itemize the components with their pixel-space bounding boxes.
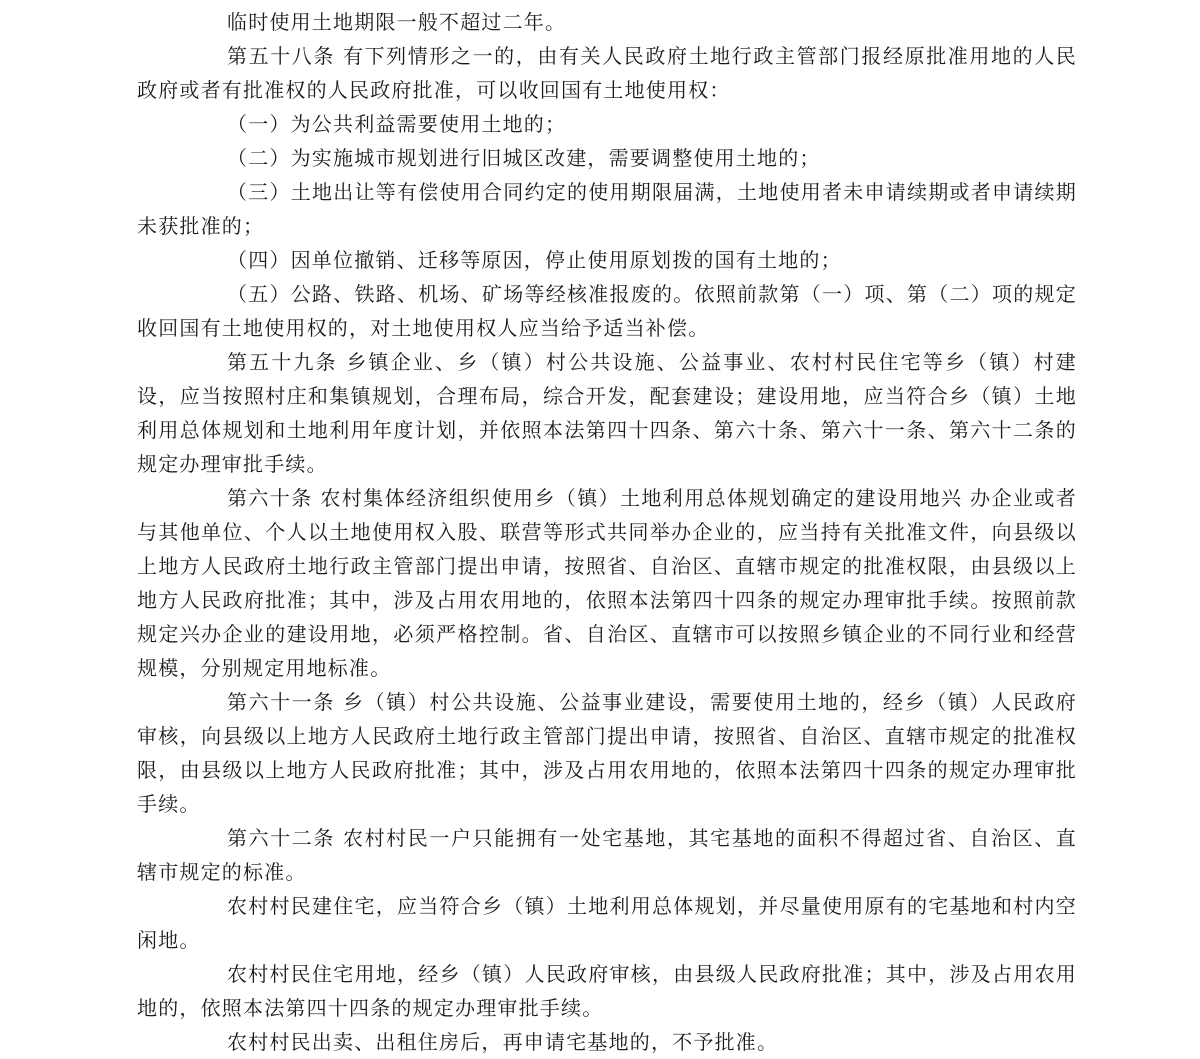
- article-62: 第六十二条 农村村民一户只能拥有一处宅基地，其宅基地的面积不得超过省、自治区、直辖市规定的标准。: [137, 826, 1077, 884]
- article-58-item-5: （五）公路、铁路、机场、矿场等经核准报废的。依照前款第（一）项、第（二）项的规定收回国有土地使用权的，对土地使用权人应当给予适当补偿。: [137, 282, 1077, 340]
- document-page: [137, 0, 1077, 1059]
- article-62-paragraph-4: 农村村民出卖、出租住房后，再申请宅基地的，不予批准。: [227, 1030, 779, 1054]
- article-59: 第五十九条 乡镇企业、乡（镇）村公共设施、公益事业、农村村民住宅等乡（镇）村建设，应当按照村庄和集镇规划，合理布局，综合开发，配套建设；建设用地，应当符合乡（镇）土地利用总体规划和土地利用年度计划，并依照本法第四十四条、第六十条、第六十一条、第六十二条的规定办理审批手续。: [137, 350, 1077, 476]
- article-58: 第五十八条 有下列情形之一的，由有关人民政府土地行政主管部门报经原批准用地的人民政府或者有批准权的人民政府批准，可以收回国有土地使用权：: [137, 44, 1077, 102]
- article-58-item-1: （一）为公共利益需要使用土地的；: [227, 112, 567, 136]
- article-62-paragraph-3: 农村村民住宅用地，经乡（镇）人民政府审核，由县级人民政府批准；其中，涉及占用农用地的，依照本法第四十四条的规定办理审批手续。: [137, 962, 1077, 1020]
- article-58-item-4: （四）因单位撤销、迁移等原因，停止使用原划拨的国有土地的；: [227, 248, 842, 272]
- article-62-paragraph-2: 农村村民建住宅，应当符合乡（镇）土地利用总体规划，并尽量使用原有的宅基地和村内空闲地。: [137, 894, 1077, 952]
- article-61: 第六十一条 乡（镇）村公共设施、公益事业建设，需要使用土地的，经乡（镇）人民政府审核，向县级以上地方人民政府土地行政主管部门提出申请，按照省、自治区、直辖市规定的批准权限，由县级以上地方人民政府批准；其中，涉及占用农用地的，依照本法第四十四条的规定办理审批手续。: [137, 690, 1077, 816]
- article-58-item-3: （三）土地出让等有偿使用合同约定的使用期限届满，土地使用者未申请续期或者申请续期未获批准的；: [137, 180, 1077, 238]
- paragraph-temporary-land-term: 临时使用土地期限一般不超过二年。: [227, 10, 567, 34]
- article-58-item-2: （二）为实施城市规划进行旧城区改建，需要调整使用土地的；: [227, 146, 821, 170]
- article-60: 第六十条 农村集体经济组织使用乡（镇）土地利用总体规划确定的建设用地兴 办企业或者与其他单位、个人以土地使用权入股、联营等形式共同举办企业的，应当持有关批准文件，向县级以上地方人民政府土地行政主管部门提出申请，按照省、自治区、直辖市规定的批准权限，由县级以上地方人民政府批准；其中，涉及占用农用地的，依照本法第四十四条的规定办理审批手续。按照前款规定兴办企业的建设用地，必须严格控制。省、自治区、直辖市可以按照乡镇企业的不同行业和经营规模，分别规定用地标准。: [137, 486, 1077, 680]
